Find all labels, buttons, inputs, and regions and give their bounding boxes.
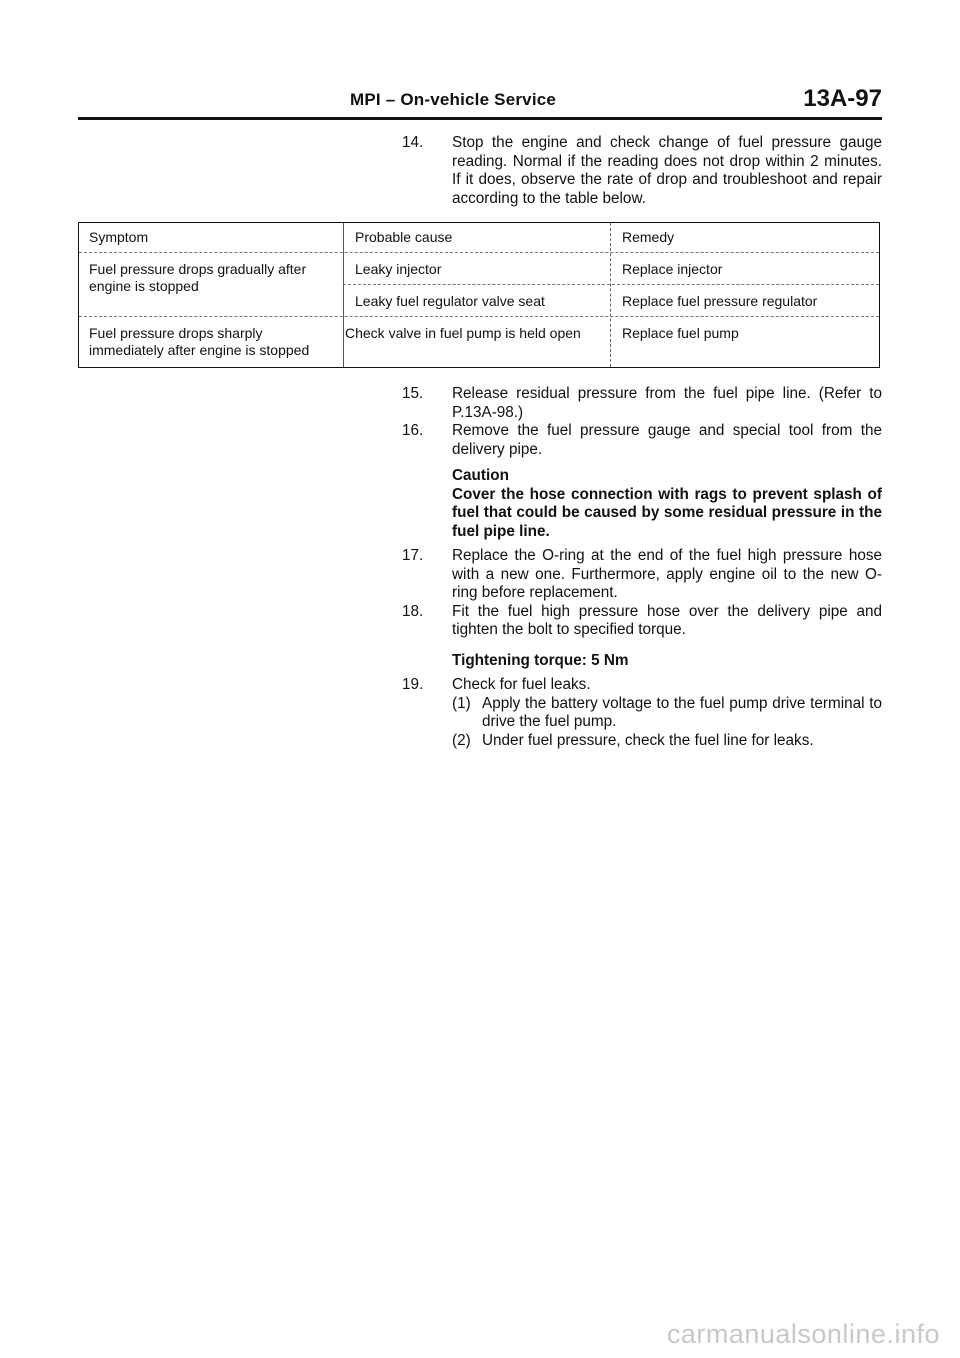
substep-number: (1): [452, 694, 471, 712]
step-text: Stop the engine and check change of fuel pressure gauge reading. Normal if the reading does not drop within 2 minutes. If it does, observe the rate of drop and troubleshoot and repair according to the table below.: [452, 134, 882, 207]
step-text: Fit the fuel high pressure hose over the delivery pipe and tighten the bolt to specified torque.: [452, 602, 882, 638]
symptom-cell: Fuel pressure drops sharply immediately after engine is stopped: [89, 325, 310, 358]
step-text: Remove the fuel pressure gauge and special tool from the delivery pipe.: [452, 422, 882, 458]
substep-number: (2): [452, 731, 471, 749]
caution-text: Cover the hose connection with rags to prevent splash of fuel that could be caused by some residual pressure in the fuel pipe line.: [452, 485, 882, 540]
header-remedy: Remedy: [622, 229, 675, 245]
step-19: [402, 676, 882, 695]
step-number: 19.: [402, 676, 424, 693]
caution-title: Caution: [452, 467, 509, 484]
remedy-cell: Replace fuel pressure regulator: [622, 293, 818, 309]
remedy-cell: Replace injector: [622, 261, 723, 277]
symptom-cell: Fuel pressure drops gradually after engine is stopped: [89, 261, 307, 294]
step-number: 17.: [402, 547, 424, 564]
substep-2: [452, 732, 882, 751]
step-text: Check for fuel leaks.: [452, 676, 591, 693]
header-probable-cause: Probable cause: [355, 229, 453, 245]
substep-text: Apply the battery voltage to the fuel pump drive terminal to drive the fuel pump.: [482, 694, 882, 730]
table-rule: [343, 284, 879, 285]
table-divider: [343, 223, 344, 367]
table-rule: [79, 252, 879, 253]
substep-1: [452, 695, 882, 732]
table-rule: [79, 316, 879, 317]
step-number: 16.: [402, 422, 424, 439]
step-14: [402, 134, 882, 208]
page-number: 13A-97: [803, 85, 882, 112]
header-symptom: Symptom: [89, 229, 149, 245]
table-divider: [610, 223, 611, 367]
step-17: [402, 547, 882, 603]
cause-cell: Leaky fuel regulator valve seat: [355, 293, 545, 309]
step-18: [402, 603, 882, 640]
step-text: Replace the O-ring at the end of the fuel high pressure hose with a new one. Furthermore, apply engine oil to the new O-ring before replacement.: [452, 547, 882, 601]
step-number: 14.: [402, 134, 424, 151]
cause-cell: Leaky injector: [355, 261, 442, 277]
substep-text: Under fuel pressure, check the fuel line for leaks.: [482, 731, 814, 749]
step-text: Release residual pressure from the fuel pipe line. (Refer to P.13A-98.): [452, 385, 882, 421]
header-rule: [78, 117, 882, 120]
step-16: [402, 422, 882, 459]
step-15: [402, 385, 882, 422]
tightening-torque: Tightening torque: 5 Nm: [452, 651, 629, 669]
symptom-table: [78, 222, 880, 368]
steps-after-table: [402, 385, 882, 750]
caution-note: [452, 467, 882, 541]
watermark: carmanualsonline.info: [666, 1319, 940, 1349]
cause-cell: Check valve in fuel pump is held open: [345, 325, 581, 341]
step-number: 15.: [402, 385, 424, 402]
page-title: MPI – On-vehicle Service: [350, 90, 557, 109]
step-number: 18.: [402, 602, 424, 620]
remedy-cell: Replace fuel pump: [622, 325, 739, 341]
